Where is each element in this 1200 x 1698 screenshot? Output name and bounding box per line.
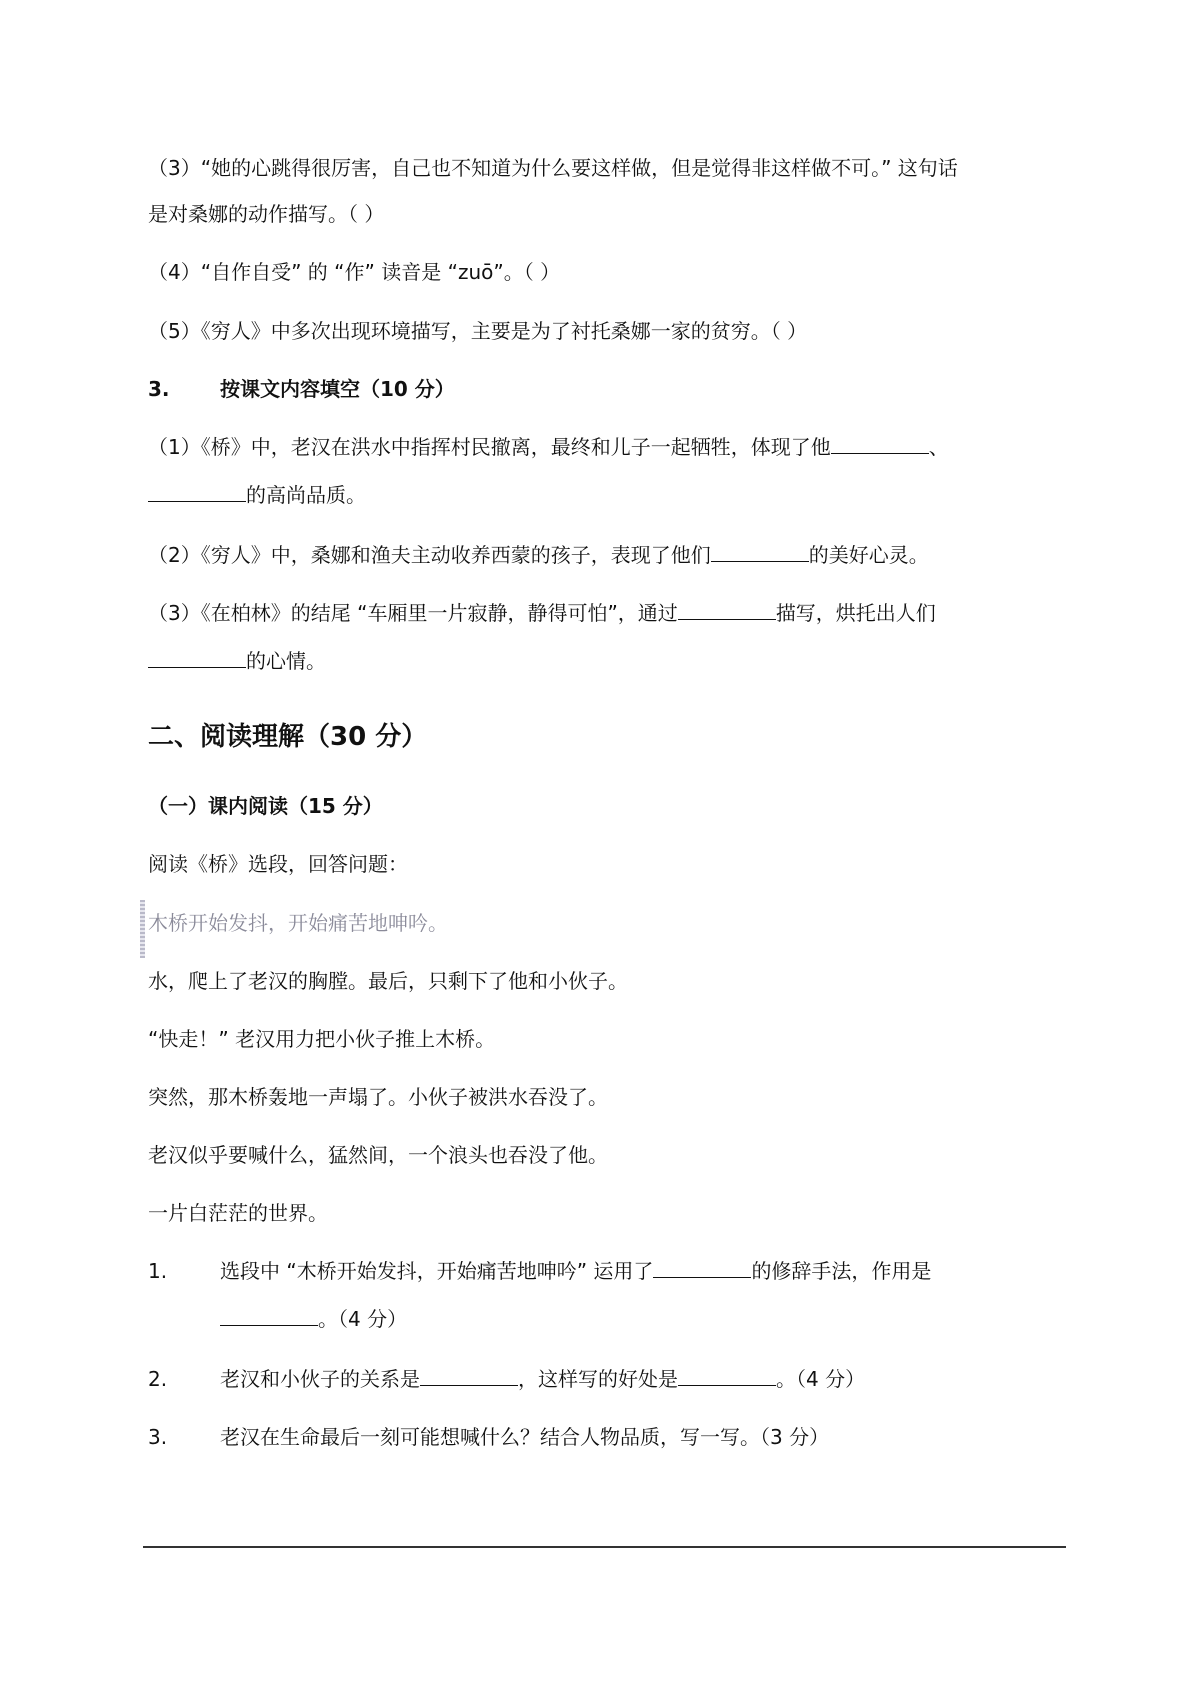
fill-q3-text: （3）《在柏林》的结尾 “车厢里一片寂静，静得可怕”，通过 [148, 601, 678, 625]
tf-q4: （4）“自作自受” 的 “作” 读音是 “zuō”。（ ） [148, 260, 561, 284]
tf-q3-line1: （3）“她的心跳得很厉害，自己也不知道为什么要这样做，但是觉得非这样做不可。” 这句话 [148, 156, 958, 180]
fill-q1-text: （1）《桥》中，老汉在洪水中指挥村民撤离，最终和儿子一起牺牲，体现了他 [148, 435, 831, 459]
quote-text: 木桥开始发抖，开始痛苦地呻吟。 [148, 911, 448, 935]
fill-q1-sep: 、 [928, 435, 949, 459]
passage-line: 突然，那木桥轰地一声塌了。小伙子被洪水吞没了。 [148, 1085, 608, 1109]
tf-q5: （5）《穷人》中多次出现环境描写，主要是为了衬托桑娜一家的贫穷。（ ） [148, 319, 808, 343]
reading-intro: 阅读《桥》选段，回答问题： [148, 852, 408, 876]
answer-blank[interactable] [653, 1257, 751, 1278]
question-1-end: 。（4 分） [318, 1307, 408, 1331]
answer-blank[interactable] [220, 1305, 318, 1326]
fill-q3-line2 [148, 647, 326, 675]
question-1-mid: 的修辞手法，作用是 [751, 1259, 932, 1283]
fill-q1-line1 [148, 433, 949, 461]
question-1-line1 [220, 1257, 931, 1285]
fill-q1-line2 [148, 481, 366, 509]
question-2-number: 2. [148, 1367, 168, 1391]
passage-line: 一片白茫茫的世界。 [148, 1201, 328, 1225]
question-1-text: 选段中 “木桥开始发抖，开始痛苦地呻吟” 运用了 [220, 1259, 654, 1283]
question-2-end: 。（4 分） [776, 1367, 866, 1391]
fill-number: 3. [148, 377, 170, 401]
answer-blank[interactable] [148, 647, 246, 668]
question-2-text: 老汉和小伙子的关系是 [220, 1367, 420, 1391]
section-title: 二、阅读理解（30 分） [148, 722, 428, 752]
fill-q1-end: 的高尚品质。 [246, 483, 366, 507]
fill-q3-mid: 描写，烘托出人们 [775, 601, 936, 625]
tf-q3-line2: 是对桑娜的动作描写。（ ） [148, 202, 385, 226]
passage-line: “快走！” 老汉用力把小伙子推上木桥。 [148, 1027, 496, 1051]
question-3: 老汉在生命最后一刻可能想喊什么？结合人物品质，写一写。（3 分） [220, 1425, 830, 1449]
question-2-mid: ，这样写的好处是 [518, 1367, 678, 1391]
answer-blank[interactable] [831, 433, 929, 454]
fill-q2-end: 的美好心灵。 [808, 543, 929, 567]
question-1-number: 1. [148, 1259, 168, 1283]
fill-q3-line1 [148, 599, 936, 627]
answer-blank[interactable] [678, 1365, 776, 1386]
quote-bar [140, 900, 145, 958]
question-3-number: 3. [148, 1425, 168, 1449]
answer-blank[interactable] [678, 599, 776, 620]
fill-q3-end: 的心情。 [246, 649, 326, 673]
sub-title: （一）课内阅读（15 分） [148, 794, 383, 818]
question-1-line2 [220, 1305, 407, 1333]
fill-q2 [148, 541, 929, 569]
answer-blank[interactable] [711, 541, 809, 562]
fill-q2-text: （2）《穷人》中，桑娜和渔夫主动收养西蒙的孩子，表现了他们 [148, 543, 711, 567]
fill-heading: 按课文内容填空（10 分） [220, 377, 455, 401]
question-2 [220, 1365, 865, 1393]
answer-blank[interactable] [420, 1365, 518, 1386]
footer-rule [143, 1546, 1066, 1548]
passage-line: 水，爬上了老汉的胸膛。最后，只剩下了他和小伙子。 [148, 969, 628, 993]
answer-blank[interactable] [148, 481, 246, 502]
passage-line: 老汉似乎要喊什么，猛然间，一个浪头也吞没了他。 [148, 1143, 608, 1167]
